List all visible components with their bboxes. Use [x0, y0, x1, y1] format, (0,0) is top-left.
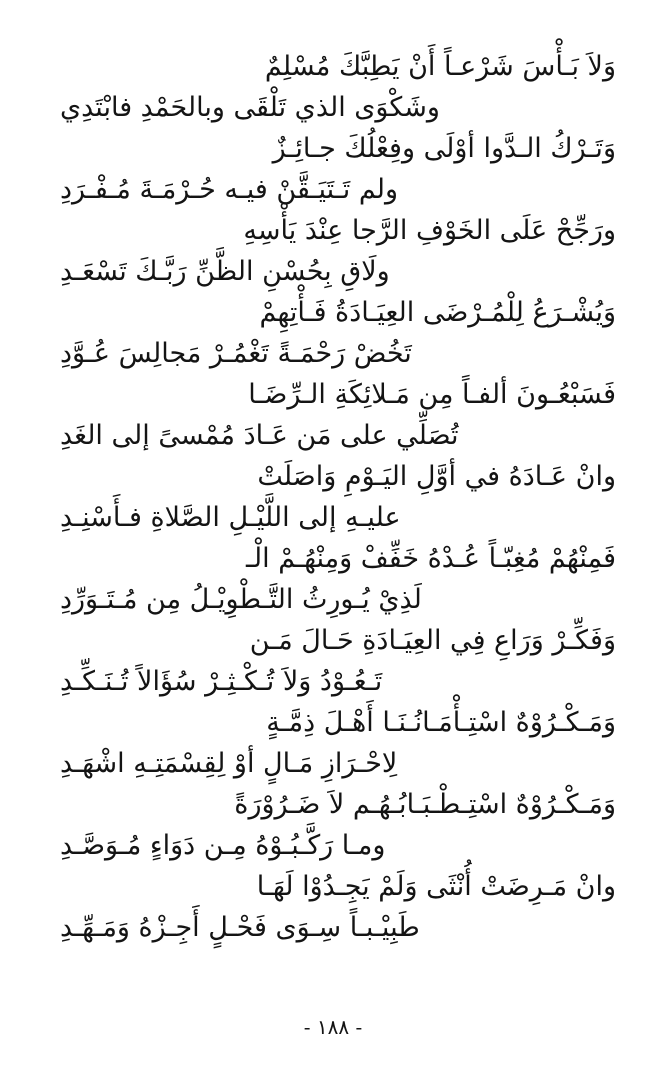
verse-line: فَسَبْعُـونَ ألفـاً مِن مَـلائِكَةِ الـرِّضَـا: [248, 379, 616, 410]
verse-line: فَمِنْهُمْ مُغِبّـاً عُـدْهُ خَفِّفْ وَمِنْهُـمْ الْـ: [245, 543, 616, 574]
poem-verses: [34, 46, 636, 946]
verse-line: عليـهِ إلى اللَّيْـلِ الصَّلاةِ فـأَسْنِـدِ: [60, 502, 401, 533]
verse-line: وَمَـكْـرُوْهٌ اسْتِـطْـبَـابُـهُـم لاَ ضَـرُوْرَةً: [234, 789, 616, 820]
verse-line: وَيُشْـرَعُ لِلْمُـرْضَى العِيَـادَةُ فَـأْتِهِمْ: [259, 297, 616, 328]
verse-line: وانْ مَـرِضَتْ أُنْثَى وَلَمْ يَجِـدُوْا لَهَـا: [256, 871, 616, 902]
verse-line: وَلاَ بَـأْسَ شَرْعـاً أَنْ يَطِبَّكَ مُسْلِمٌ: [264, 51, 616, 82]
verse-line: تُصَلِّي على مَن عَـادَ مُمْسىً إلى الغَدِ: [60, 420, 459, 451]
verse-line: وَتَـرْكُ الـدَّوا أوْلَى وفِعْلُكَ جـائِـزٌ: [272, 133, 616, 164]
verse-line: طَبِيْـبـاً سِـوَى فَحْـلٍ أَجِـزْهُ وَمَـهِّـدِ: [60, 912, 420, 943]
verse-line: تَـعُـوْدُ وَلاَ تُـكْـثِـرْ سُؤَالاً تُـنَـكِّـدِ: [60, 666, 383, 697]
page-number: - ١٨٨ -: [303, 1015, 363, 1039]
verse-line: وَفَكِّـرْ وَرَاعِ فِي العِيَـادَةِ حَـالَ مَـن: [249, 625, 616, 656]
verse-line: ولَاقِ بِحُسْنِ الظَّنِّ رَبَّـكَ تَسْعَـدِ: [60, 256, 390, 287]
verse-line: تَخُضْ رَحْمَـةً تَغْمُـرْ مَجالِسَ عُـوَّدِ: [60, 338, 412, 369]
verse-line: وَمَـكْـرُوْهٌ اسْتِـأْمَـانُـنَـا أَهْـلَ ذِمَّـةٍ: [266, 707, 616, 738]
verse-line: ومـا رَكَّـبُـوْهُ مِـن دَوَاءٍ مُـوَصَّـدِ: [60, 830, 386, 861]
verse-line: ورَجِّحْ عَلَى الخَوْفِ الرَّجا عِنْدَ يَأْسِهِ: [243, 215, 616, 246]
verse-line: وشَكْوَى الذي تَلْقَى وبالحَمْدِ فابْتَدِي: [60, 92, 440, 123]
verse-line: ولم تَـتَيَـقَّنْ فيـه حُـرْمَـةَ مُـفْـرَدِ: [60, 174, 399, 205]
verse-line: لِاحْـرَازِ مَـالٍ أوْ لِقِسْمَتِـهِ اشْهَـدِ: [60, 748, 398, 779]
verse-line: وانْ عَـادَهُ في أوَّلِ اليَـوْمِ وَاصَلَتْ: [257, 461, 616, 492]
verse-line: لَذِيْ يُـورِثُ التَّـطْوِيْـلُ مِن مُـتَـوَرِّدِ: [60, 584, 422, 615]
